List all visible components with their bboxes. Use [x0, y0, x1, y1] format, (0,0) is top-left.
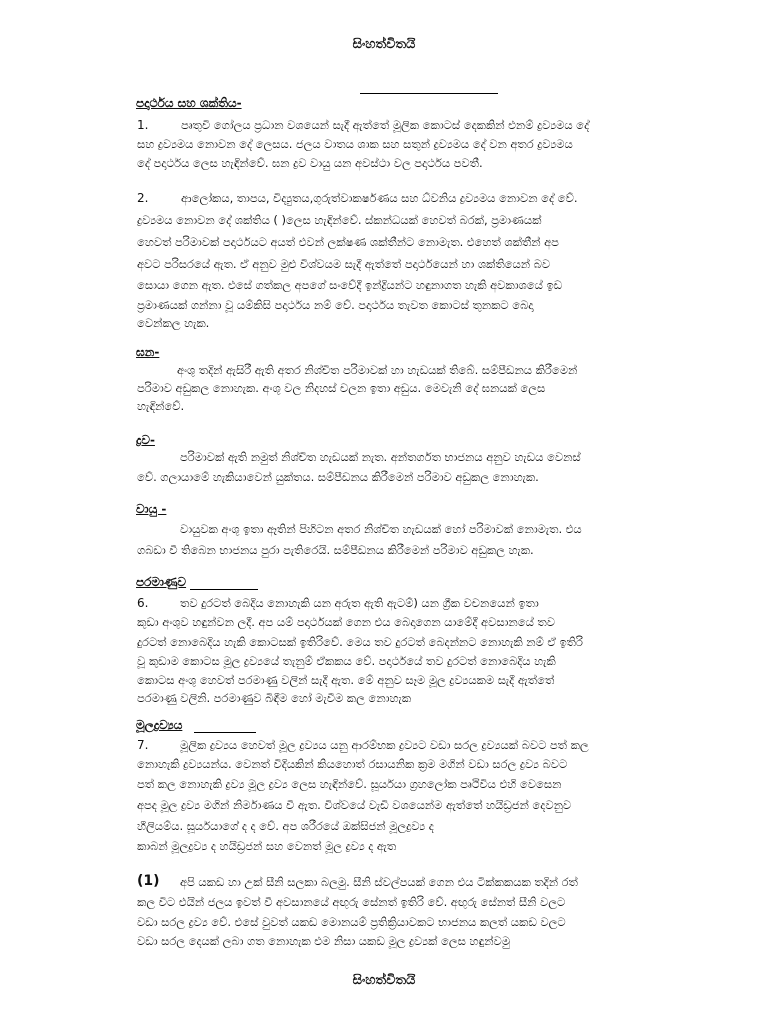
body-line: ගබඩා වී තිබෙන භාජනය පුරා පැතිරෙයි. සම්පීඩනය කිරීමෙන් පරිමාව අඩුකල හැක.: [137, 543, 534, 557]
paragraph-bullet: (1): [137, 873, 160, 889]
body-line: කල විට එයින් ජලය ඉවත් වී අවසානයේ අඟුරු සේනත් ඉතිරි වේ. අඟුරු සේනත් සීනි වලට: [137, 895, 566, 909]
para-number: 6.: [137, 596, 149, 610]
page-header-title: සිංහත්විතයි: [352, 37, 416, 52]
heading-solid: ඝන-: [136, 345, 160, 359]
body-line: සොයා ගෙන ඇත. එසේ ගත්කල අපගේ සංවේදී ඉන්ද්‍රියන්ට හඳුනාගත හැකි අවකාශයේ ඉඩ: [137, 278, 563, 292]
body-line: අවට පරිසරයේ ඇත. ඒ අනුව මුළු විශ්වයම සැදී ඇත්තේ පදාර්ථයෙන් හා ශක්තියෙන් බව: [137, 257, 551, 271]
body-line: වෙන්කල හැක.: [137, 316, 210, 330]
body-line: පරිමාවක් ඇති නමුත් නිශ්චිත හැඩයක් නැත. අන්තර්ගත භාජනය අනුව හැඩය වෙනස්: [180, 450, 581, 464]
body-line: වූ කුඩාම කොටස මූල ද්‍රව්‍යයේ තැනුම් ඒකකය වේ. පදාර්ථයේ තව දුරටත් නොබෙදිය හැකි: [137, 654, 556, 668]
body-line: පරිමාව අඩුකල නොහැක. අංශු වල නිදහස් චලන ඉතා අඩුය. මෙවැනි දේ ඝනයක් ලෙස: [137, 381, 546, 395]
heading-atom: පරමාණුව: [136, 575, 187, 589]
body-line: පරමාණු වලිනි. පරමාණුව බිඳීම හෝ මැවීම කල නොහැක: [137, 691, 412, 705]
body-line: හීලියම්ය. සූර්යයාගේ ද ද වේ. අප ශරීරයේ ඔක්සිජන් මූලද්‍රව්‍ය ද: [137, 819, 434, 833]
body-line: පෘතුවි ගෝලය ප්‍රධාන වශයෙන් සැදී ඇත්තේ මූලික කොටස් දෙකකින් එනම් ද්‍රව්‍යමය දේ: [181, 118, 590, 132]
body-line: අපි යකඩ හා උක් සීනි සලකා බලමු. සීනි ස්වල්පයක් ගෙන එය ටික්කකයක තදින් රත්: [180, 875, 578, 889]
heading-element: මූලද්‍රව්‍යය: [136, 718, 183, 732]
heading-gas: වායු -: [136, 502, 167, 516]
page-footer-title: සිංහත්විතයි: [352, 973, 416, 988]
body-line: පත් කල නොහැකි ද්‍රව්‍ය මූල ද්‍රව්‍ය ලෙස හැඳින්වේ. සූර්යයා ග්‍රහලෝක පෘථිවිය එහි වෙසෙන: [137, 777, 562, 791]
heading-matter-energy: පදාර්ථය සහ ශක්තිය-: [136, 96, 242, 110]
body-line: හැඳින්වේ.: [137, 399, 185, 413]
body-line: කාබන් මූලද්‍රව්‍ය ද හයිඩ්‍රජන් සහ වෙනත් මූල ද්‍රව්‍ය ද ඇත: [137, 839, 397, 853]
header-rule: [360, 93, 498, 94]
body-line: දේ පදාර්ථය ලෙස හැඳින්වේ. ඝන ද්‍රව වායු යන අවස්ථා වල පදාර්ථය පවතී.: [137, 156, 483, 170]
body-line: කුඩා අංශුව හඳුන්වන ලදී. අප යම් පදාර්ථයක් ගෙන එය බෙදාගෙන යාමේදී අවසානයේ තව: [137, 615, 555, 629]
heading-rule: [190, 589, 258, 590]
body-line: ප්‍රමාණයක් ගන්නා වූ යම්කිසි පදාර්ථය නම් වේ. පදාර්ථය තැවත කොටස් තුනකට බෙදා: [137, 298, 534, 312]
body-line: කොටස අංශු හෙවත් පරමාණු වලින් සැදී ඇත. මේ අනුව සෑම මූල ද්‍රව්‍යයකම සැදී ඇත්තේ: [137, 673, 555, 687]
body-line: වේ. ගලායාමේ හැකියාවෙන් යුක්තය. සම්පීඩනය කිරීමෙන් පරිමාව අඩුකල නොහැක.: [137, 470, 539, 484]
body-line: සහ ද්‍රව්‍යමය නොවන දේ ලෙසය. ජලය වාතය ශාක සහ සතුන් ද්‍රව්‍යමය දේ වන අතර ද්‍රව්‍යමය: [137, 137, 573, 151]
body-line: වඩා සරල ද්‍රව්‍ය වේ. එසේ වුවත් යකඩ මොනයම් ප්‍රතික්‍රියාවකට භාජනය කලත් යකඩ වලට: [137, 915, 566, 929]
body-line: නොහැකි ද්‍රව්‍යයන්ය. වෙනත් විදියකින් කියහොත් රසායනික ක්‍රම මගින් වඩා සරල ද්‍රව්‍ය බවට: [137, 757, 568, 771]
body-line: ද්‍රව්‍යමය නොවන දේ ශක්තිය ( )ලෙස හැඳින්වේ. ස්කන්ධයක් හෙවත් බරක්, ප්‍රමාණයක්: [137, 213, 542, 227]
body-line: ආලෝකය, තාපය, විද්‍යුතය,ගුරුත්වාකර්ෂණය සහ ධ්වනිය ද්‍රව්‍යමය නොවන දේ වේ.: [181, 191, 578, 205]
body-line: හෙවත් පරිමාවක් පදාර්ථයට අයත් එවන් ලක්ෂණ ශක්තීන්ට නොමැත. එහෙත් ශක්තීන් අප: [137, 235, 559, 249]
para-number: 2.: [137, 191, 149, 205]
heading-rule: [194, 732, 256, 733]
body-line: අපද මූල ද්‍රව්‍ය මගින් නිර්මාණය වී ඇත. විශ්වයේ වැඩි වශයෙන්ම ඇත්තේ හයිඩ්‍රජන් දෙවනුව: [137, 798, 572, 812]
para-number: 7.: [137, 738, 149, 752]
body-line: වායුවක අංශු ඉතා ඈතින් පිහිටන අතර නිශ්චිත හැඩයක් හෝ පරිමාවක් නොමැත. එය: [180, 522, 582, 536]
body-line: වඩා සරල දෙයක් ලබා ගත නොහැක එම නිසා යකඩ මූල ද්‍රව්‍යක් ලෙස හඳුන්වමු: [137, 934, 511, 948]
para-number: 1.: [137, 118, 149, 132]
body-line: දුරටත් නොබෙදිය හැකි කොටසක් ඉතිරිවේ. මෙය තව දුරටත් බෙදන්නට නොහැකි නම් ඒ ඉතිරි: [137, 635, 583, 649]
body-line: තව දුරටත් බෙදිය නොහැකි යන අරුත ඇති ඇටම්) යන ග්‍රීක වචනයෙන් ඉතා: [180, 596, 539, 610]
heading-liquid: ද්‍රව-: [136, 433, 155, 447]
body-line: අංශු තදින් ඇසිරී ඇති අතර නිශ්චිත පරිමාවක් හා හැඩයක් තිබේ. සම්පීඩනය කිරීමෙන්: [177, 363, 578, 377]
body-line: මූලික ද්‍රව්‍යය හෙවත් මූල ද්‍රව්‍යය යනු ආරම්භක ද්‍රව්‍යට වඩා සරල ද්‍රව්‍යයක් බවට පත් කල: [180, 738, 589, 752]
